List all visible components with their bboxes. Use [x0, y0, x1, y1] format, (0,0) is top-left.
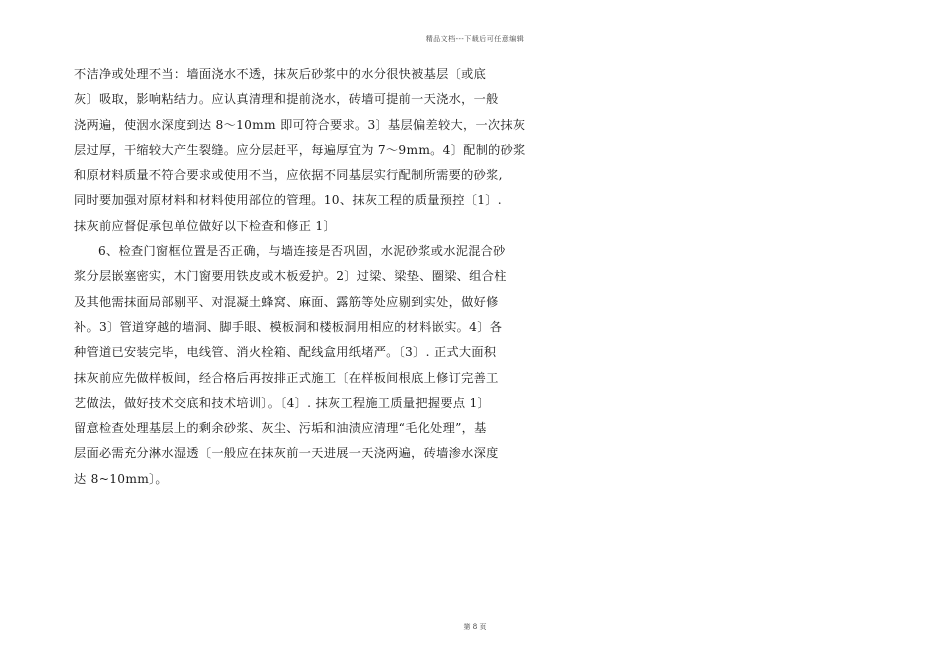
- text-line: 抹灰前应先做样板间，经合格后再按排正式施工〔在样板间根底上修订完善工: [74, 370, 499, 385]
- page-header: 精品文档---下载后可任意编辑: [425, 35, 525, 43]
- text-line: 同时要加强对原材料和材料使用部位的管理。10、抹灰工程的质量预控〔1〕.: [74, 193, 502, 208]
- text-line: 层面必需充分淋水湿透〔一般应在抹灰前一天进展一天浇两遍，砖墙渗水深度: [74, 446, 499, 461]
- document-body: [74, 62, 526, 492]
- text-line: 留意检查处理基层上的剩余砂浆、灰尘、污垢和油渍应清理“毛化处理”，基: [74, 421, 487, 436]
- text-line: 和原材料质量不符合要求或使用不当，应依据不同基层实行配制所需要的砂浆,: [74, 168, 503, 183]
- text-line: 种管道已安装完毕，电线管、消火栓箱、配线盒用纸堵严。〔3〕. 正式大面积: [74, 345, 497, 360]
- text-line: 补。3〕管道穿越的墙洞、脚手眼、模板洞和楼板洞用相应的材料嵌实。4〕各: [74, 319, 503, 334]
- page-number: 第 8 页: [463, 623, 487, 631]
- text-line: 浇两遍，使洇水深度到达 8～10mm 即可符合要求。3〕基层偏差较大，一次抹灰: [74, 117, 526, 132]
- text-line: 达 8~10mm〕。: [74, 471, 168, 486]
- text-line: 及其他需抹面局部剔平、对混凝土蜂窝、麻面、露筋等处应剔到实处，做好修: [74, 294, 499, 309]
- text-line: 不洁净或处理不当：墙面浇水不透，抹灰后砂浆中的水分很快被基层〔或底: [74, 67, 487, 81]
- paragraph-start-line: 6、检查门窗框位置是否正确，与墙连接是否巩固，水泥砂浆或水泥混合砂: [98, 244, 506, 259]
- text-line: 浆分层嵌塞密实，木门窗要用铁皮或木板爱护。2〕过梁、梁垫、圈梁、组合柱: [74, 269, 507, 284]
- text-line: 抹灰前应督促承包单位做好以下检查和修正 1〕: [74, 218, 336, 233]
- text-line: 灰〕吸取，影响粘结力。应认真清理和提前浇水，砖墙可提前一天浇水，一般: [74, 92, 499, 107]
- text-line: 层过厚，干缩较大产生裂缝。应分层赶平，每遍厚宜为 7～9mm。4〕配制的砂浆: [74, 142, 526, 157]
- text-line: 艺做法，做好技术交底和技术培训〕。〔4〕. 抹灰工程施工质量把握要点 1〕: [74, 395, 491, 410]
